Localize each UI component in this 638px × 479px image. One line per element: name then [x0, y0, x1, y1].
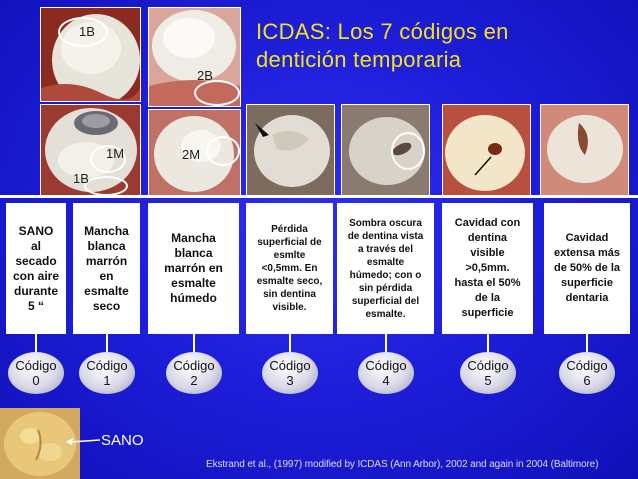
tooth-photo-code6 — [540, 104, 629, 196]
code-word: Código — [15, 358, 57, 373]
desc-5-line: de la — [474, 292, 501, 304]
connector-1 — [106, 334, 108, 354]
code-number: 5 — [484, 373, 492, 388]
desc-0-line: durante — [13, 283, 58, 298]
desc-box-code3 — [246, 203, 333, 334]
desc-5-line: visible — [470, 247, 505, 259]
slide-title — [256, 18, 626, 74]
desc-5-line: Cavidad con — [454, 217, 521, 229]
connector-4 — [385, 334, 387, 354]
code-word: Código — [467, 358, 509, 373]
code-oval-0 — [8, 352, 64, 394]
photo-label-1b: 1B — [79, 24, 95, 39]
desc-2-line: esmalte — [171, 276, 216, 290]
desc-box-code5 — [442, 203, 533, 334]
desc-4-line: a través del — [357, 243, 414, 255]
tooth-photo-code3 — [246, 104, 335, 196]
citation: Ekstrand et al., (1997) modified by ICDAS (Ann Arbor), 2002 and again in 2004 (Baltimore) — [206, 459, 599, 470]
code-number: 2 — [190, 373, 198, 388]
desc-4-line: esmalte. — [365, 308, 406, 320]
code-oval-1 — [79, 352, 135, 394]
desc-3-line: esmlte — [273, 250, 306, 261]
desc-6-line: de 50% de la — [553, 262, 621, 274]
connector-3 — [289, 334, 291, 354]
desc-4-line: Sombra oscura — [349, 217, 422, 229]
desc-5-line: superficie — [461, 307, 514, 319]
code-number: 1 — [103, 373, 111, 388]
desc-5-line: dentina — [467, 232, 508, 244]
desc-4-line: de dentina vista — [347, 230, 424, 242]
desc-1-line: blanca — [87, 238, 126, 253]
desc-0-line: al — [30, 238, 41, 253]
desc-4-line: sin pérdida — [358, 282, 413, 294]
code-oval-2 — [166, 352, 222, 394]
code-oval-4 — [358, 352, 414, 394]
code-word: Código — [86, 358, 128, 373]
connector-0 — [35, 334, 37, 354]
code-oval-6 — [559, 352, 615, 394]
desc-box-code2 — [148, 203, 239, 334]
desc-1-line: en — [99, 268, 114, 283]
desc-2-line: blanca — [174, 246, 213, 260]
desc-3-line: superficial de — [257, 237, 322, 248]
connector-5 — [487, 334, 489, 354]
desc-box-code0 — [6, 203, 66, 334]
marker-ring-3b — [84, 176, 128, 196]
desc-3-line: esmalte seco, — [256, 276, 323, 287]
desc-2-line: marrón en — [164, 261, 223, 275]
tooth-photo-code5 — [442, 104, 531, 196]
desc-3-line: sin dentina — [263, 289, 316, 300]
code-word: Código — [269, 358, 311, 373]
photo-label-2m: 2M — [182, 147, 201, 162]
code-number: 6 — [583, 373, 591, 388]
code-word: Código — [365, 358, 407, 373]
photo-label-2b: 2B — [197, 68, 213, 83]
desc-0-line: secado — [15, 253, 57, 268]
code-word: Código — [566, 358, 608, 373]
sano-label: SANO — [101, 432, 144, 449]
desc-0-line: 5 “ — [27, 298, 44, 313]
connector-6 — [586, 334, 588, 354]
code-number: 4 — [382, 373, 390, 388]
desc-0-line: con aire — [12, 268, 60, 283]
desc-box-code6 — [544, 203, 630, 334]
photo-label-1m: 1M — [106, 146, 125, 161]
desc-6-line: Cavidad — [565, 232, 609, 244]
desc-5-line: >0,5mm. — [465, 262, 510, 274]
code-word: Código — [173, 358, 215, 373]
desc-1-line: esmalte — [84, 283, 129, 298]
marker-ring-2 — [194, 80, 240, 106]
desc-4-line: superficial del — [351, 295, 420, 307]
desc-1-line: Mancha — [84, 223, 129, 238]
code-number: 0 — [32, 373, 40, 388]
desc-6-line: dentaria — [565, 292, 609, 304]
title-line-2: dentición temporaria — [256, 47, 462, 72]
desc-3-line: visible. — [272, 302, 307, 313]
code-oval-5 — [460, 352, 516, 394]
desc-3-line: <0,5mm. En — [261, 263, 318, 274]
timeline-line — [0, 195, 638, 198]
title-line-1: ICDAS: Los 7 códigos en — [256, 19, 509, 44]
desc-1-line: marrón — [85, 253, 128, 268]
desc-0-line: SANO — [18, 223, 54, 238]
desc-6-line: extensa más — [553, 247, 621, 259]
code-number: 3 — [286, 373, 294, 388]
desc-box-code4 — [337, 203, 434, 334]
desc-4-line: húmedo; con o — [349, 269, 422, 281]
sano-arrow-icon — [66, 434, 100, 446]
photo-label-1b-lower: 1B — [73, 171, 89, 186]
desc-4-line: esmalte — [366, 256, 405, 268]
marker-ring-4 — [206, 136, 240, 166]
desc-2-line: húmedo — [170, 291, 217, 305]
desc-3-line: Pérdida — [271, 224, 308, 235]
desc-5-line: hasta el 50% — [454, 277, 521, 289]
desc-1-line: seco — [92, 298, 121, 313]
desc-6-line: superficie — [561, 277, 613, 289]
desc-2-line: Mancha — [171, 231, 216, 245]
desc-box-code1 — [73, 203, 140, 334]
code-oval-3 — [262, 352, 318, 394]
marker-ring-6 — [391, 132, 425, 170]
connector-2 — [193, 334, 195, 354]
